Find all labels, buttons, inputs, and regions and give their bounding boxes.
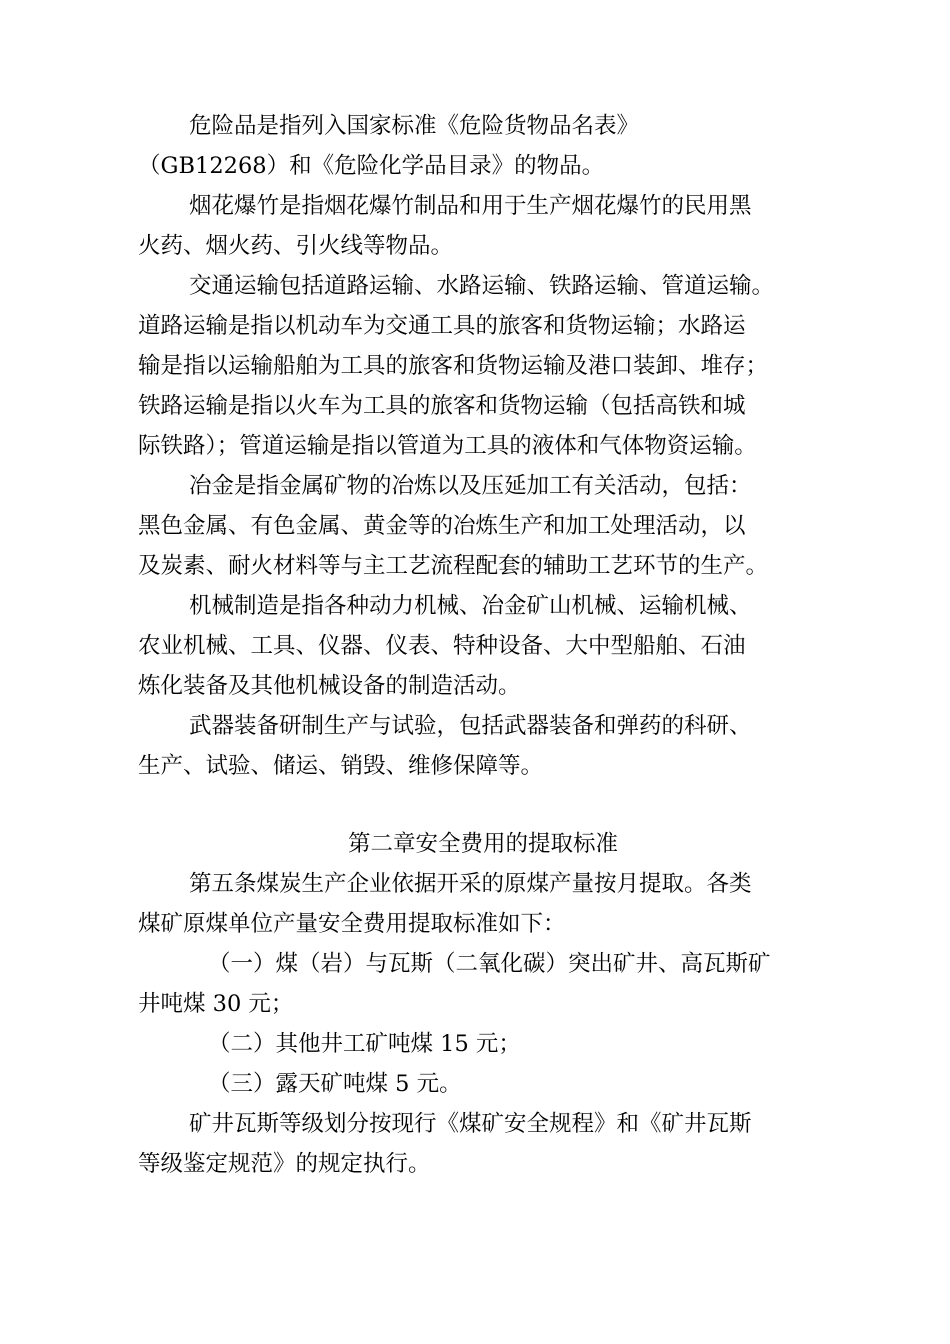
text-line: （一）煤（岩）与瓦斯（二氧化碳）突出矿井、高瓦斯矿 bbox=[208, 951, 771, 977]
text-line: 危险品是指列入国家标准《危险货物品名表》 bbox=[189, 113, 640, 139]
paragraph-hazardous-goods bbox=[138, 106, 828, 186]
text-line: 黑色金属、有色金属、黄金等的冶炼生产和加工处理活动，以 bbox=[138, 513, 746, 539]
text-line: 及炭素、耐火材料等与主工艺流程配套的辅助工艺环节的生产。 bbox=[138, 553, 769, 579]
text-line: 农业机械、工具、仪器、仪表、特种设备、大中型船舶、石油 bbox=[138, 633, 746, 659]
text-line: 输是指以运输船舶为工具的旅客和货物运输及港口装卸、堆存； bbox=[138, 353, 769, 379]
paragraph-metallurgy bbox=[138, 466, 828, 586]
text-line: 井吨煤 30 元； bbox=[138, 991, 294, 1017]
text-line: 炼化装备及其他机械设备的制造活动。 bbox=[138, 673, 521, 699]
text-line: 铁路运输是指以火车为工具的旅客和货物运输（包括高铁和城 bbox=[138, 393, 746, 419]
list-item bbox=[138, 944, 828, 1024]
section-spacer bbox=[138, 786, 828, 824]
text-line: 际铁路）；管道运输是指以管道为工具的液体和气体物资运输。 bbox=[138, 433, 757, 459]
list-item bbox=[138, 1064, 828, 1104]
paragraph-article-5 bbox=[138, 864, 828, 944]
text-line: 生产、试验、储运、销毁、维修保障等。 bbox=[138, 753, 544, 779]
text-line: 等级鉴定规范》的规定执行。 bbox=[138, 1151, 431, 1177]
text-line: （GB12268）和《危险化学品目录》的物品。 bbox=[138, 153, 605, 179]
list-item bbox=[138, 1024, 828, 1064]
text-line: （二）其他井工矿吨煤 15 元； bbox=[208, 1031, 521, 1057]
paragraph-transportation bbox=[138, 266, 828, 466]
document-body bbox=[138, 106, 828, 1184]
text-line: 道路运输是指以机动车为交通工具的旅客和货物运输；水路运 bbox=[138, 313, 746, 339]
text-line: 火药、烟火药、引火线等物品。 bbox=[138, 233, 454, 259]
paragraph-machinery bbox=[138, 586, 828, 706]
text-line: 煤矿原煤单位产量安全费用提取标准如下： bbox=[138, 911, 566, 937]
paragraph-fireworks bbox=[138, 186, 828, 266]
text-line: 第五条煤炭生产企业依据开采的原煤产量按月提取。各类 bbox=[189, 871, 752, 897]
text-line: 烟花爆竹是指烟花爆竹制品和用于生产烟花爆竹的民用黑 bbox=[189, 193, 752, 219]
text-line: 冶金是指金属矿物的冶炼以及压延加工有关活动，包括： bbox=[189, 473, 752, 499]
text-line: （三）露天矿吨煤 5 元。 bbox=[208, 1071, 462, 1097]
paragraph-weapons bbox=[138, 706, 828, 786]
chapter-heading: 第二章安全费用的提取标准 bbox=[347, 831, 618, 857]
text-line: 武器装备研制生产与试验，包括武器装备和弹药的科研、 bbox=[189, 713, 752, 739]
text-line: 交通运输包括道路运输、水路运输、铁路运输、管道运输。 bbox=[189, 273, 775, 299]
text-line: 机械制造是指各种动力机械、冶金矿山机械、运输机械、 bbox=[189, 593, 752, 619]
paragraph-gas-classification bbox=[138, 1104, 828, 1184]
text-line: 矿井瓦斯等级划分按现行《煤矿安全规程》和《矿井瓦斯 bbox=[189, 1111, 752, 1137]
